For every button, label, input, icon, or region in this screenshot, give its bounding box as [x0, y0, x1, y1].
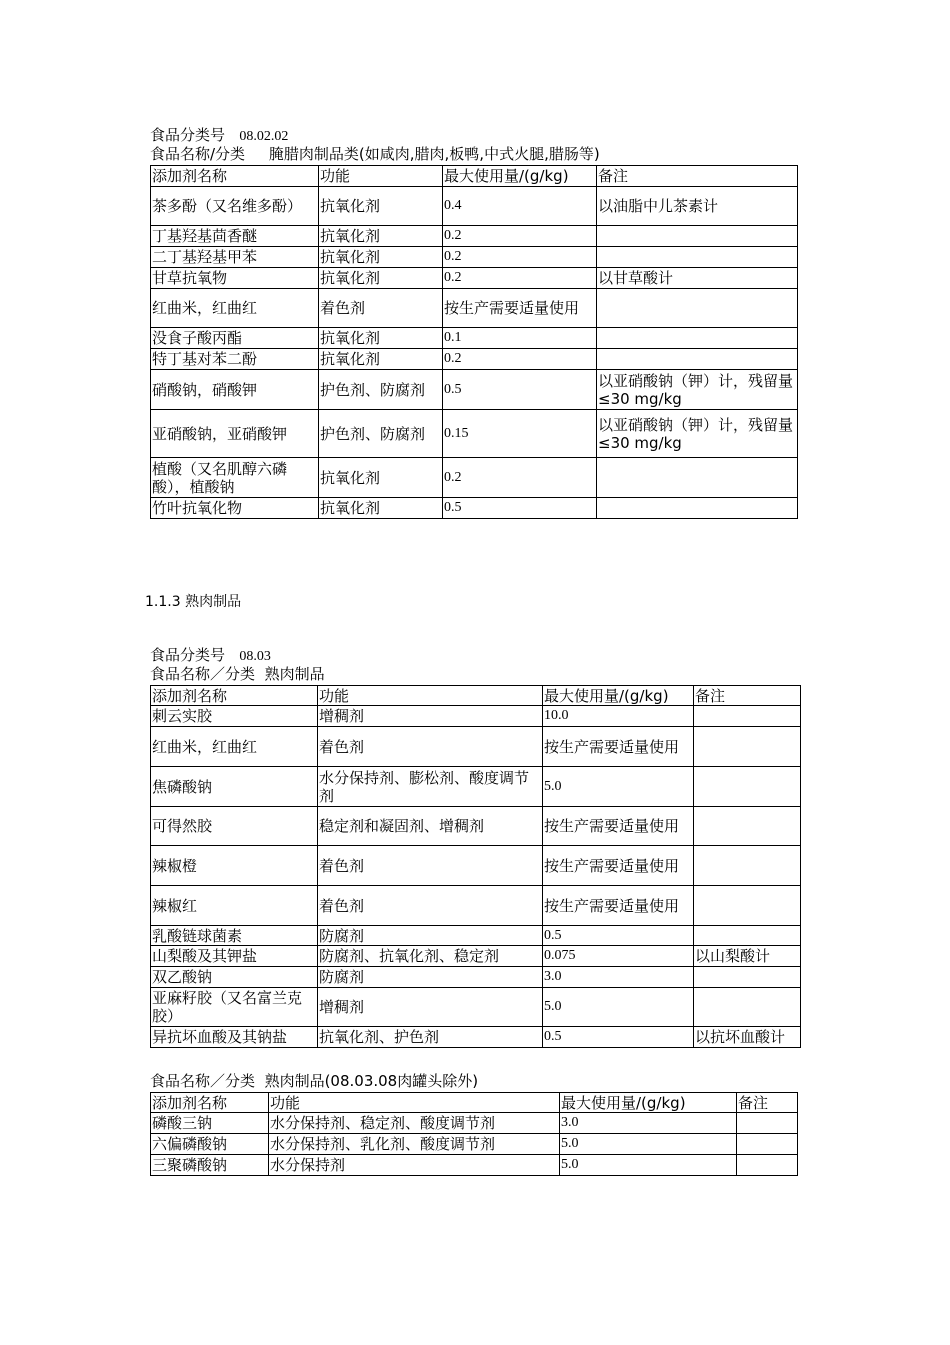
function: 抗氧化剂: [319, 268, 443, 289]
additive-name: 红曲米，红曲红: [151, 289, 319, 328]
header-remark: 备注: [694, 686, 801, 706]
remark: [694, 886, 801, 926]
max-usage: 0.2: [443, 268, 597, 289]
max-usage: 按生产需要适量使用: [543, 807, 694, 846]
remark: [694, 988, 801, 1027]
max-usage: 5.0: [560, 1155, 737, 1176]
remark: [694, 727, 801, 767]
remark: 以山梨酸计: [694, 946, 801, 967]
food-category-code-label: 食品分类号: [150, 126, 226, 144]
remark: 以甘草酸计: [597, 268, 798, 289]
function: 抗氧化剂: [319, 247, 443, 268]
food-name-label: 食品名称/分类: [150, 145, 246, 163]
function: 着色剂: [318, 886, 543, 926]
table-row: [151, 187, 798, 226]
header-function: 功能: [319, 166, 443, 187]
additive-name: 可得然胶: [151, 807, 318, 846]
max-usage: 5.0: [543, 988, 694, 1027]
function: 护色剂、防腐剂: [319, 410, 443, 458]
additive-name: 硝酸钠，硝酸钾: [151, 370, 319, 410]
additive-name: 红曲米，红曲红: [151, 727, 318, 767]
food-category-code-label: 食品分类号: [150, 646, 226, 664]
function: 防腐剂: [318, 967, 543, 988]
remark: [597, 498, 798, 519]
remark: [694, 767, 801, 807]
remark: [597, 247, 798, 268]
table-row: [151, 1113, 798, 1134]
max-usage: 3.0: [543, 967, 694, 988]
table-row: [151, 1155, 798, 1176]
header-additive-name: 添加剂名称: [151, 686, 318, 706]
function: 抗氧化剂、护色剂: [318, 1027, 543, 1048]
table-row: [151, 926, 801, 946]
food-category-code-line: [150, 126, 288, 146]
table-row: [151, 846, 801, 886]
function: 着色剂: [318, 846, 543, 886]
remark: [597, 458, 798, 498]
table-row: [151, 370, 798, 410]
remark: [694, 846, 801, 886]
function: 着色剂: [319, 289, 443, 328]
function: 水分保持剂、膨松剂、酸度调节剂: [318, 767, 543, 807]
food-name-label: 食品名称／分类: [150, 1072, 256, 1090]
max-usage: 0.2: [443, 458, 597, 498]
remark: [694, 706, 801, 727]
additive-name: 竹叶抗氧化物: [151, 498, 319, 519]
remark: [737, 1113, 798, 1134]
additive-name: 焦磷酸钠: [151, 767, 318, 807]
max-usage: 0.5: [543, 1027, 694, 1048]
table-row: [151, 946, 801, 967]
function: 抗氧化剂: [319, 458, 443, 498]
table-row: [151, 289, 798, 328]
max-usage: 0.2: [443, 349, 597, 370]
additive-name: 二丁基羟基甲苯: [151, 247, 319, 268]
max-usage: 按生产需要适量使用: [543, 886, 694, 926]
table-row: [151, 1027, 801, 1048]
function: 着色剂: [318, 727, 543, 767]
food-name-label: 食品名称／分类: [150, 665, 256, 683]
max-usage: 按生产需要适量使用: [543, 846, 694, 886]
food-category-code: 08.02.02: [239, 129, 289, 144]
table-row: [151, 458, 798, 498]
table-row: [151, 727, 801, 767]
function: 抗氧化剂: [319, 328, 443, 349]
header-function: 功能: [269, 1093, 560, 1113]
food-name-line: [150, 145, 600, 164]
max-usage: 0.15: [443, 410, 597, 458]
max-usage: 0.5: [443, 498, 597, 519]
table-header-row: [151, 166, 798, 187]
header-max-usage: 最大使用量/(g/kg): [543, 686, 694, 706]
max-usage: 0.2: [443, 247, 597, 268]
food-name: 腌腊肉制品类(如咸肉,腊肉,板鸭,中式火腿,腊肠等): [268, 145, 600, 163]
max-usage: 5.0: [543, 767, 694, 807]
table-row: [151, 247, 798, 268]
food-name-line: [150, 1072, 478, 1091]
function: 抗氧化剂: [319, 498, 443, 519]
remark: [597, 349, 798, 370]
additive-name: 茶多酚（又名维多酚）: [151, 187, 319, 226]
additive-name: 异抗坏血酸及其钠盐: [151, 1027, 318, 1048]
additive-name: 辣椒红: [151, 886, 318, 926]
additive-name: 甘草抗氧物: [151, 268, 319, 289]
food-name: 熟肉制品(08.03.08肉罐头除外): [264, 1072, 479, 1090]
remark: [737, 1134, 798, 1155]
additive-name: 丁基羟基茴香醚: [151, 226, 319, 247]
function: 水分保持剂、稳定剂、酸度调节剂: [269, 1113, 560, 1134]
header-max-usage: 最大使用量/(g/kg): [560, 1093, 737, 1113]
function: 护色剂、防腐剂: [319, 370, 443, 410]
remark: [694, 926, 801, 946]
max-usage: 5.0: [560, 1134, 737, 1155]
header-additive-name: 添加剂名称: [151, 1093, 269, 1113]
max-usage: 0.5: [443, 370, 597, 410]
additive-name: 植酸（又名肌醇六磷酸），植酸钠: [151, 458, 319, 498]
header-function: 功能: [318, 686, 543, 706]
function: 水分保持剂、乳化剂、酸度调节剂: [269, 1134, 560, 1155]
function: 防腐剂、抗氧化剂、稳定剂: [318, 946, 543, 967]
additive-name: 特丁基对苯二酚: [151, 349, 319, 370]
remark: 以油脂中儿茶素计: [597, 187, 798, 226]
additive-name: 三聚磷酸钠: [151, 1155, 269, 1176]
additive-name: 六偏磷酸钠: [151, 1134, 269, 1155]
max-usage: 0.5: [543, 926, 694, 946]
table-row: [151, 988, 801, 1027]
additive-name: 刺云实胶: [151, 706, 318, 727]
additive-name: 亚硝酸钠，亚硝酸钾: [151, 410, 319, 458]
additive-name: 乳酸链球菌素: [151, 926, 318, 946]
table-header-row: [151, 686, 801, 706]
table-row: [151, 328, 798, 349]
table-row: [151, 967, 801, 988]
remark: [737, 1155, 798, 1176]
table-row: [151, 886, 801, 926]
additive-table-cooked-meat-excl-canned: [150, 1092, 798, 1176]
additive-name: 亚麻籽胶（又名富兰克胶）: [151, 988, 318, 1027]
function: 稳定剂和凝固剂、增稠剂: [318, 807, 543, 846]
function: 水分保持剂: [269, 1155, 560, 1176]
max-usage: 0.2: [443, 226, 597, 247]
table-row: [151, 268, 798, 289]
max-usage: 0.075: [543, 946, 694, 967]
additive-name: 山梨酸及其钾盐: [151, 946, 318, 967]
section-heading: 1.1.3 熟肉制品: [145, 594, 242, 610]
max-usage: 0.4: [443, 187, 597, 226]
function: 抗氧化剂: [319, 187, 443, 226]
food-category-code-line: [150, 646, 271, 666]
max-usage: 0.1: [443, 328, 597, 349]
max-usage: 3.0: [560, 1113, 737, 1134]
table-header-row: [151, 1093, 798, 1113]
function: 防腐剂: [318, 926, 543, 946]
table-row: [151, 767, 801, 807]
header-remark: 备注: [597, 166, 798, 187]
max-usage: 10.0: [543, 706, 694, 727]
additive-table-cooked-meat: [150, 685, 801, 1048]
food-category-code: 08.03: [239, 649, 271, 664]
header-remark: 备注: [737, 1093, 798, 1113]
table-row: [151, 226, 798, 247]
table-row: [151, 706, 801, 727]
table-row: [151, 410, 798, 458]
table-row: [151, 498, 798, 519]
header-max-usage: 最大使用量/(g/kg): [443, 166, 597, 187]
remark: 以亚硝酸钠（钾）计，残留量≤30 mg/kg: [597, 370, 798, 410]
remark: 以亚硝酸钠（钾）计，残留量≤30 mg/kg: [597, 410, 798, 458]
table-row: [151, 349, 798, 370]
remark: [597, 226, 798, 247]
remark: 以抗坏血酸计: [694, 1027, 801, 1048]
function: 增稠剂: [318, 988, 543, 1027]
food-name-line: [150, 665, 325, 684]
max-usage: 按生产需要适量使用: [443, 289, 597, 328]
additive-name: 没食子酸丙酯: [151, 328, 319, 349]
additive-name: 辣椒橙: [151, 846, 318, 886]
function: 增稠剂: [318, 706, 543, 727]
remark: [694, 807, 801, 846]
remark: [694, 967, 801, 988]
function: 抗氧化剂: [319, 349, 443, 370]
remark: [597, 289, 798, 328]
function: 抗氧化剂: [319, 226, 443, 247]
additive-name: 双乙酸钠: [151, 967, 318, 988]
max-usage: 按生产需要适量使用: [543, 727, 694, 767]
food-name: 熟肉制品: [264, 665, 325, 683]
table-row: [151, 1134, 798, 1155]
remark: [597, 328, 798, 349]
additive-table-cured-meat: [150, 165, 798, 519]
additive-name: 磷酸三钠: [151, 1113, 269, 1134]
header-additive-name: 添加剂名称: [151, 166, 319, 187]
table-row: [151, 807, 801, 846]
